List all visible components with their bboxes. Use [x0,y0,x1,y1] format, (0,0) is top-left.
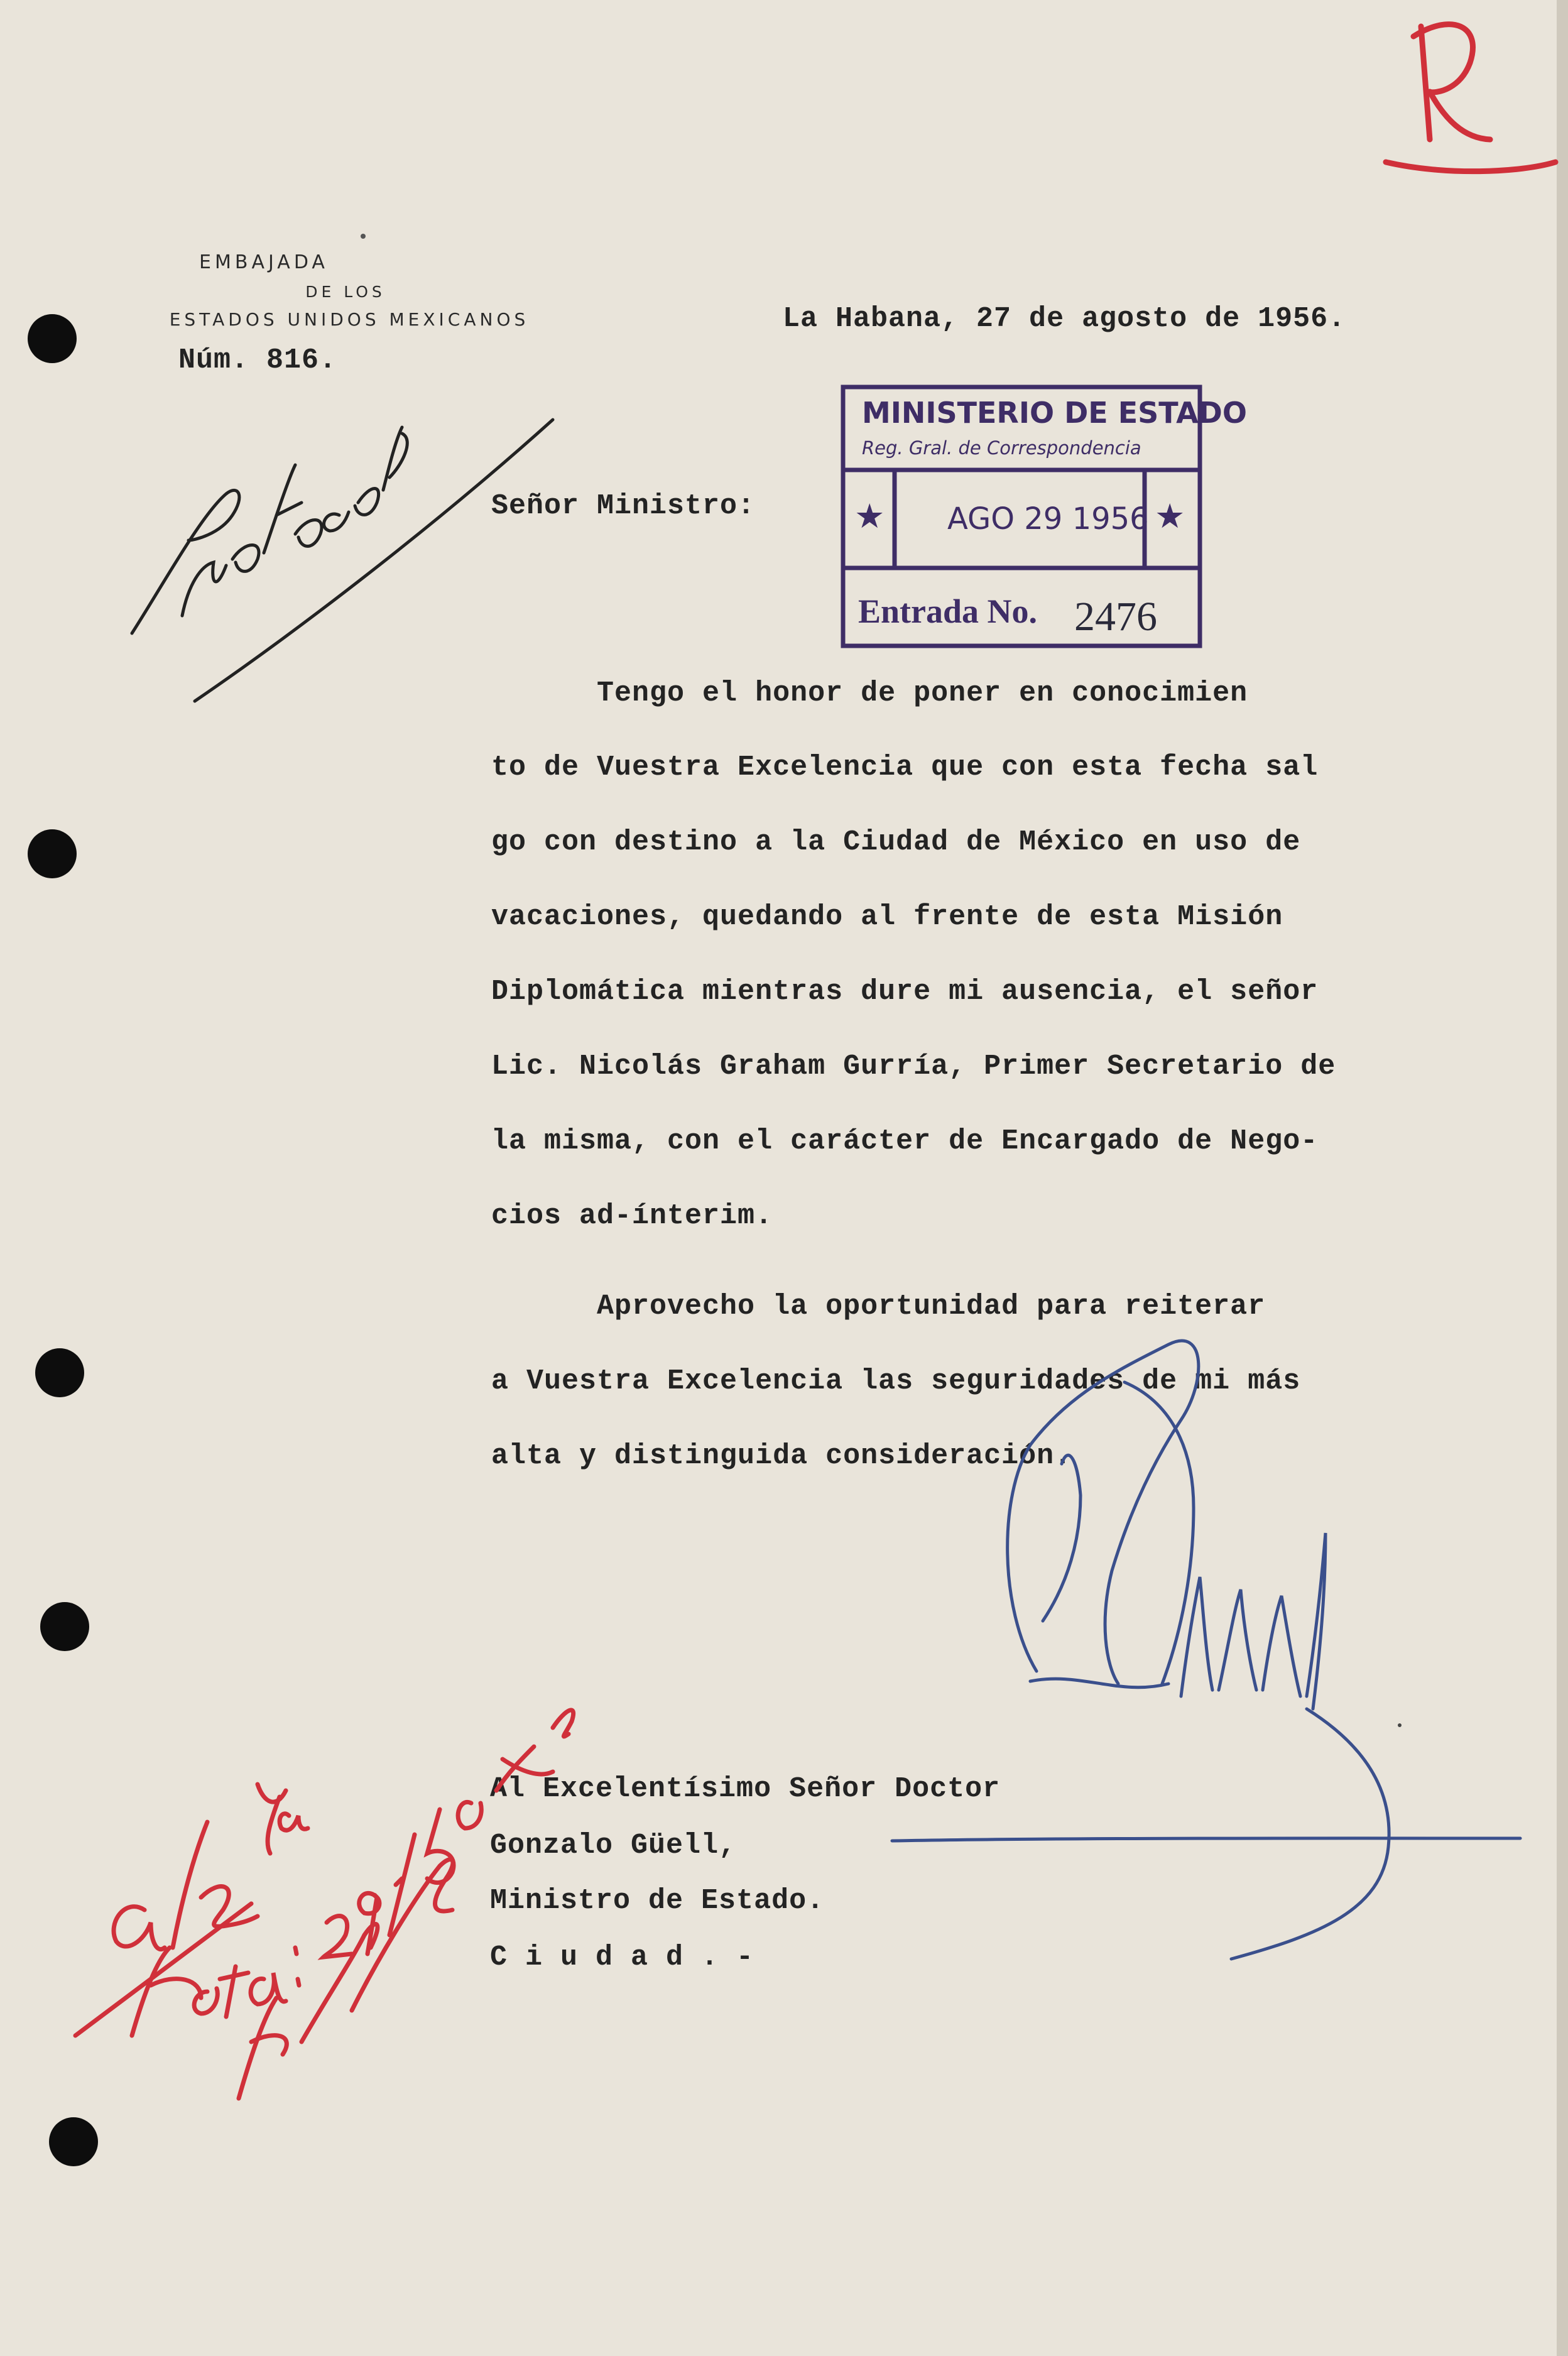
red-annotation [75,1710,574,2098]
body-line: Tengo el honor de poner en conocimien [491,677,1248,709]
stamp-subtitle: Reg. Gral. de Correspondencia [862,437,1141,459]
body-line: alta y distinguida consideración. [491,1440,1072,1472]
stamp-entry-number: 2476 [1074,594,1157,640]
body-line: cios ad-ínterim. [491,1200,773,1232]
stamp-title: MINISTERIO DE ESTADO [862,396,1247,430]
reference-number: Núm. 816. [178,344,337,376]
body-line: Lic. Nicolás Graham Gurría, Primer Secretario de [491,1050,1336,1083]
addressee-line: Gonzalo Güell, [490,1830,737,1862]
letterhead-line-3: ESTADOS UNIDOS MEXICANOS [169,309,530,330]
letterhead-line-1: EMBAJADA [199,251,329,273]
ink-speck [361,234,366,239]
letterhead-line-2: DE LOS [305,283,386,301]
margin-note-protocolo [132,420,553,701]
body-line: Diplomática mientras dure mi ausencia, el señor [491,976,1319,1008]
body-line: go con destino a la Ciudad de México en uso de [491,826,1301,858]
addressee-line: Al Excelentísimo Señor Doctor [490,1773,1001,1805]
stamp-star-icon: ★ [1155,496,1185,536]
body-line: to de Vuestra Excelencia que con esta fecha sal [491,751,1319,783]
body-line: Aprovecho la oportunidad para reiterar [491,1290,1266,1323]
stamp-entry-label: Entrada No. [858,592,1038,630]
stamp-star-icon: ★ [854,496,885,536]
stamp-date: AGO 29 1956 [947,501,1149,537]
date-line: La Habana, 27 de agosto de 1956. [783,303,1346,335]
ink-speck [1398,1723,1402,1727]
signature [892,1341,1520,1959]
addressee-line: C i u d a d . - [490,1941,754,1973]
addressee-line: Ministro de Estado. [490,1885,825,1917]
top-right-mark [1386,25,1555,172]
body-line: vacaciones, quedando al frente de esta Misión [491,901,1283,933]
body-line: a Vuestra Excelencia las seguridades de mi más [491,1365,1301,1397]
body-line: la misma, con el carácter de Encargado de Nego- [491,1125,1319,1157]
salutation: Señor Ministro: [491,490,756,522]
